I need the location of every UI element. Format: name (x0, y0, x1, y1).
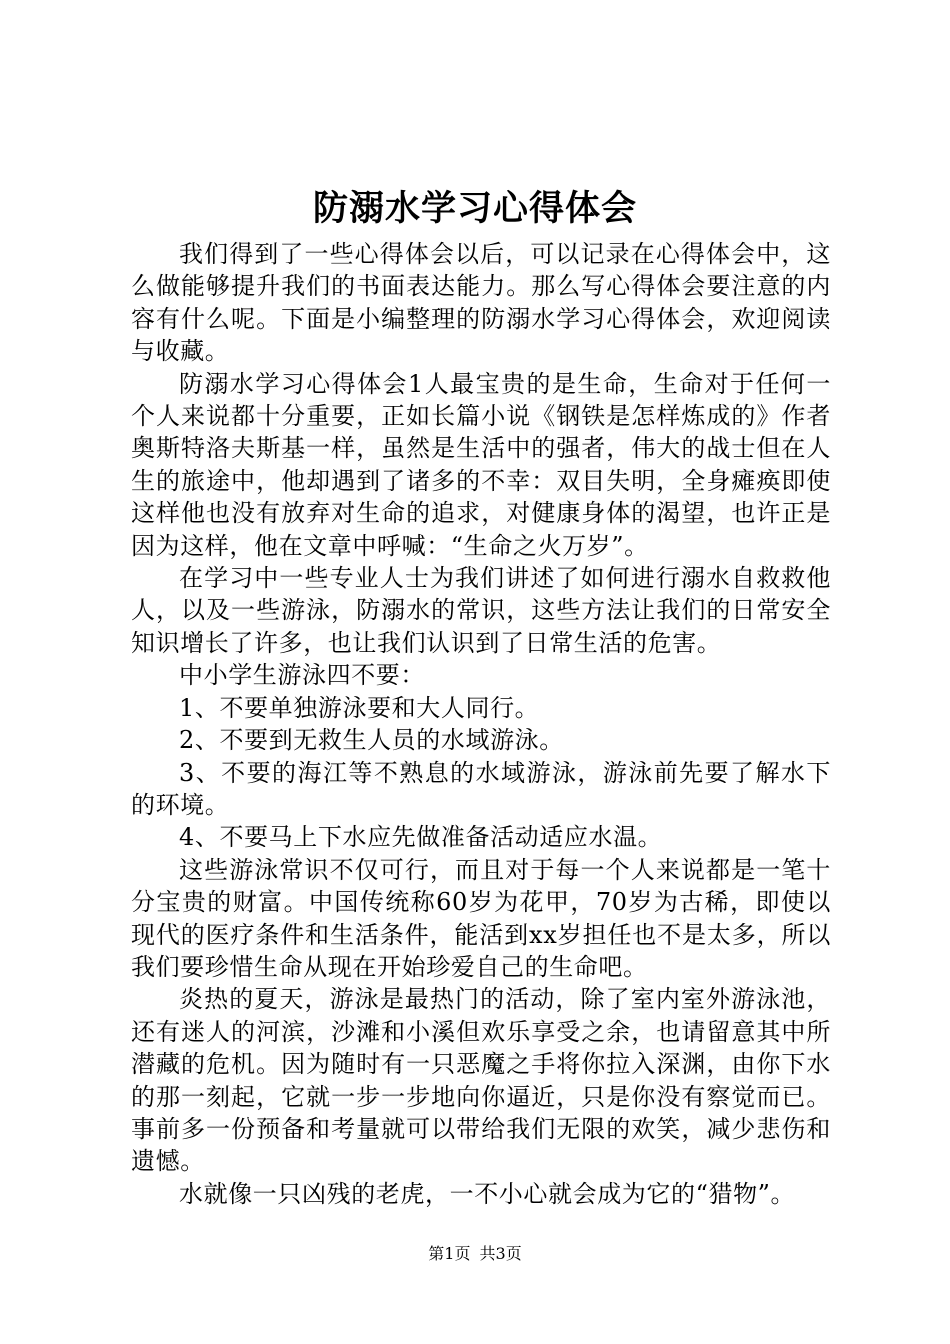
list-item-rule-3: 3、不要的海江等不熟息的水域游泳，游泳前先要了解水下的环境。 (131, 758, 831, 819)
list-item-rule-4: 4、不要马上下水应先做准备活动适应水温。 (179, 823, 663, 852)
page-footer (0, 1243, 950, 1265)
paragraph-intro: 我们得到了一些心得体会以后，可以记录在心得体会中，这么做能够提升我们的书面表达能力。那么写心得体会要注意的内容有什么呢。下面是小编整理的防溺水学习心得体会，欢迎阅读与收藏。 (131, 240, 831, 366)
page-number: 第1页 (428, 1244, 471, 1263)
paragraph-life: 防溺水学习心得体会1人最宝贵的是生命，生命对于任何一个人来说都十分重要，正如长篇小说《钢铁是怎样炼成的》作者奥斯特洛夫斯基一样，虽然是生活中的强者，伟大的战士但在人生的旅途中，他却遇到了诸多的不幸：双目失明，全身瘫痪即使这样他也没有放弃对生命的追求，对健康身体的渴望，也许正是因为这样，他在文章中呼喊：“生命之火万岁”。 (131, 369, 831, 560)
paragraph-rules-heading: 中小学生游泳四不要： (179, 661, 425, 690)
document-title: 防溺水学习心得体会 (312, 188, 637, 229)
paragraph-water-tiger: 水就像一只凶残的老虎，一不小心就会成为它的“猎物”。 (179, 1179, 796, 1208)
paragraph-learning: 在学习中一些专业人士为我们讲述了如何进行溺水自救救他人，以及一些游泳，防溺水的常识，这些方法让我们的日常安全知识增长了许多，也让我们认识到了日常生活的危害。 (131, 564, 831, 657)
list-item-rule-1: 1、不要单独游泳要和大人同行。 (179, 693, 540, 722)
list-item-rule-2: 2、不要到无救生人员的水域游泳。 (179, 726, 564, 755)
document-body (131, 238, 831, 1210)
paragraph-common-sense: 这些游泳常识不仅可行，而且对于每一个人来说都是一笔十分宝贵的财富。中国传统称60岁为花甲，70岁为古稀，即使以现代的医疗条件和生活条件，能活到xx岁担任也不是太多，所以我们要珍惜生命从现在开始珍爱自己的生命吧。 (131, 855, 831, 981)
paragraph-summer: 炎热的夏天，游泳是最热门的活动，除了室内室外游泳池，还有迷人的河滨，沙滩和小溪但欢乐享受之余，也请留意其中所潜藏的危机。因为随时有一只恶魔之手将你拉入深渊，由你下水的那一刻起，它就一步一步地向你逼近，只是你没有察觉而已。事前多一份预备和考量就可以带给我们无限的欢笑，减少悲伤和遗憾。 (131, 985, 831, 1176)
page-total: 共3页 (479, 1244, 522, 1263)
